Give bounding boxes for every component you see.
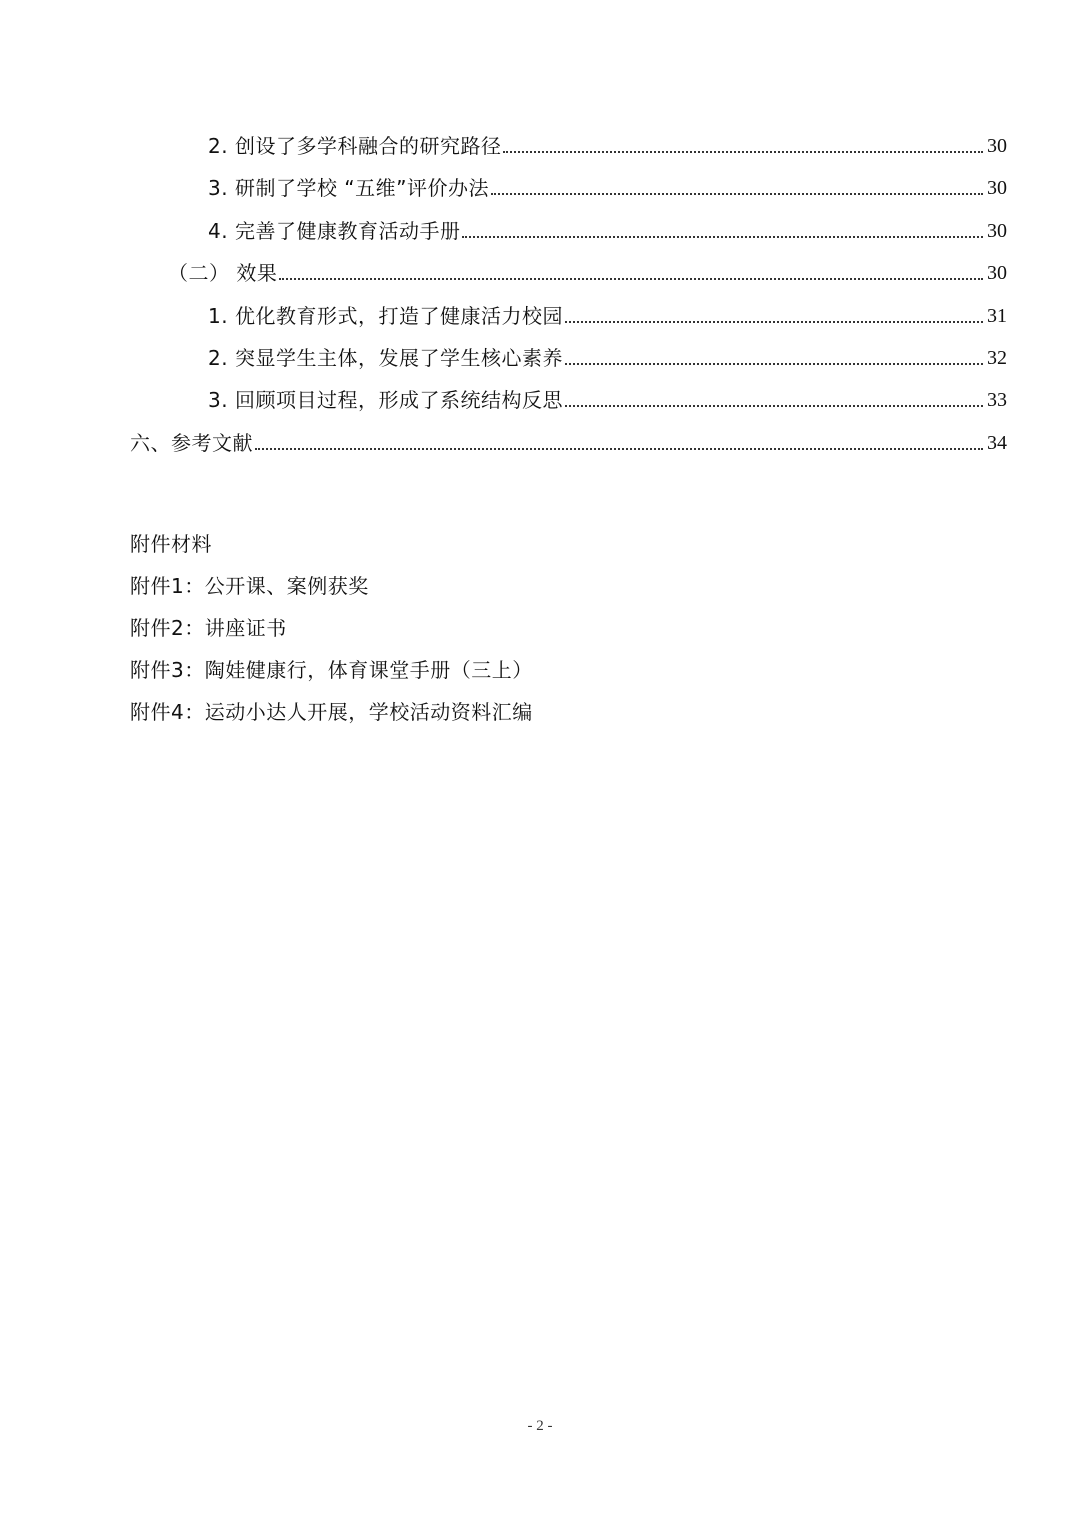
toc-entry-page: 30 [987, 135, 1007, 157]
toc-entry [168, 249, 1007, 285]
toc-entry-label: 1. 优化教育形式，打造了健康活力校园 [208, 304, 563, 328]
toc-entry-page: 31 [987, 305, 1007, 327]
toc-dot-leader [565, 320, 983, 323]
toc-entry-page: 33 [987, 389, 1007, 411]
toc-dot-leader [565, 362, 983, 365]
toc-entry [208, 164, 1007, 200]
toc-entry-page: 32 [987, 347, 1007, 369]
toc-dot-leader [565, 404, 983, 407]
toc-entry [208, 292, 1007, 328]
toc-entry-label: （二） 效果 [168, 261, 278, 285]
toc-entry-label: 2. 创设了多学科融合的研究路径 [208, 134, 502, 158]
toc-entry-label: 3. 回顾项目过程，形成了系统结构反思 [208, 388, 563, 412]
toc-entry [208, 122, 1007, 158]
toc-entry-label: 4. 完善了健康教育活动手册 [208, 219, 461, 243]
page-number: - 2 - [527, 1418, 553, 1434]
appendix-item: 附件2：讲座证书 [130, 616, 287, 640]
toc-dot-leader [255, 447, 983, 450]
toc-entry [208, 334, 1007, 370]
toc-dot-leader [491, 192, 983, 195]
appendix-item: 附件3：陶娃健康行，体育课堂手册（三上） [130, 658, 533, 682]
appendix-heading: 附件材料 [130, 532, 212, 556]
toc-entry-label: 2. 突显学生主体，发展了学生核心素养 [208, 346, 563, 370]
toc-entry-page: 30 [987, 262, 1007, 284]
toc-dot-leader [462, 235, 983, 238]
appendix-item: 附件1：公开课、案例获奖 [130, 574, 369, 598]
toc-entry [208, 376, 1007, 412]
toc-dot-leader [279, 277, 983, 280]
toc-entry [130, 419, 1007, 455]
toc-entry-page: 30 [987, 220, 1007, 242]
appendix-item: 附件4：运动小达人开展，学校活动资料汇编 [130, 700, 533, 724]
toc-entry-label: 六、参考文献 [130, 431, 253, 455]
toc-entry [208, 207, 1007, 243]
toc-entry-label: 3. 研制了学校 “五维”评价办法 [208, 176, 490, 200]
appendix-list [130, 532, 930, 742]
toc-entry-page: 34 [987, 432, 1007, 454]
toc-dot-leader [503, 150, 983, 153]
toc-entry-page: 30 [987, 177, 1007, 199]
